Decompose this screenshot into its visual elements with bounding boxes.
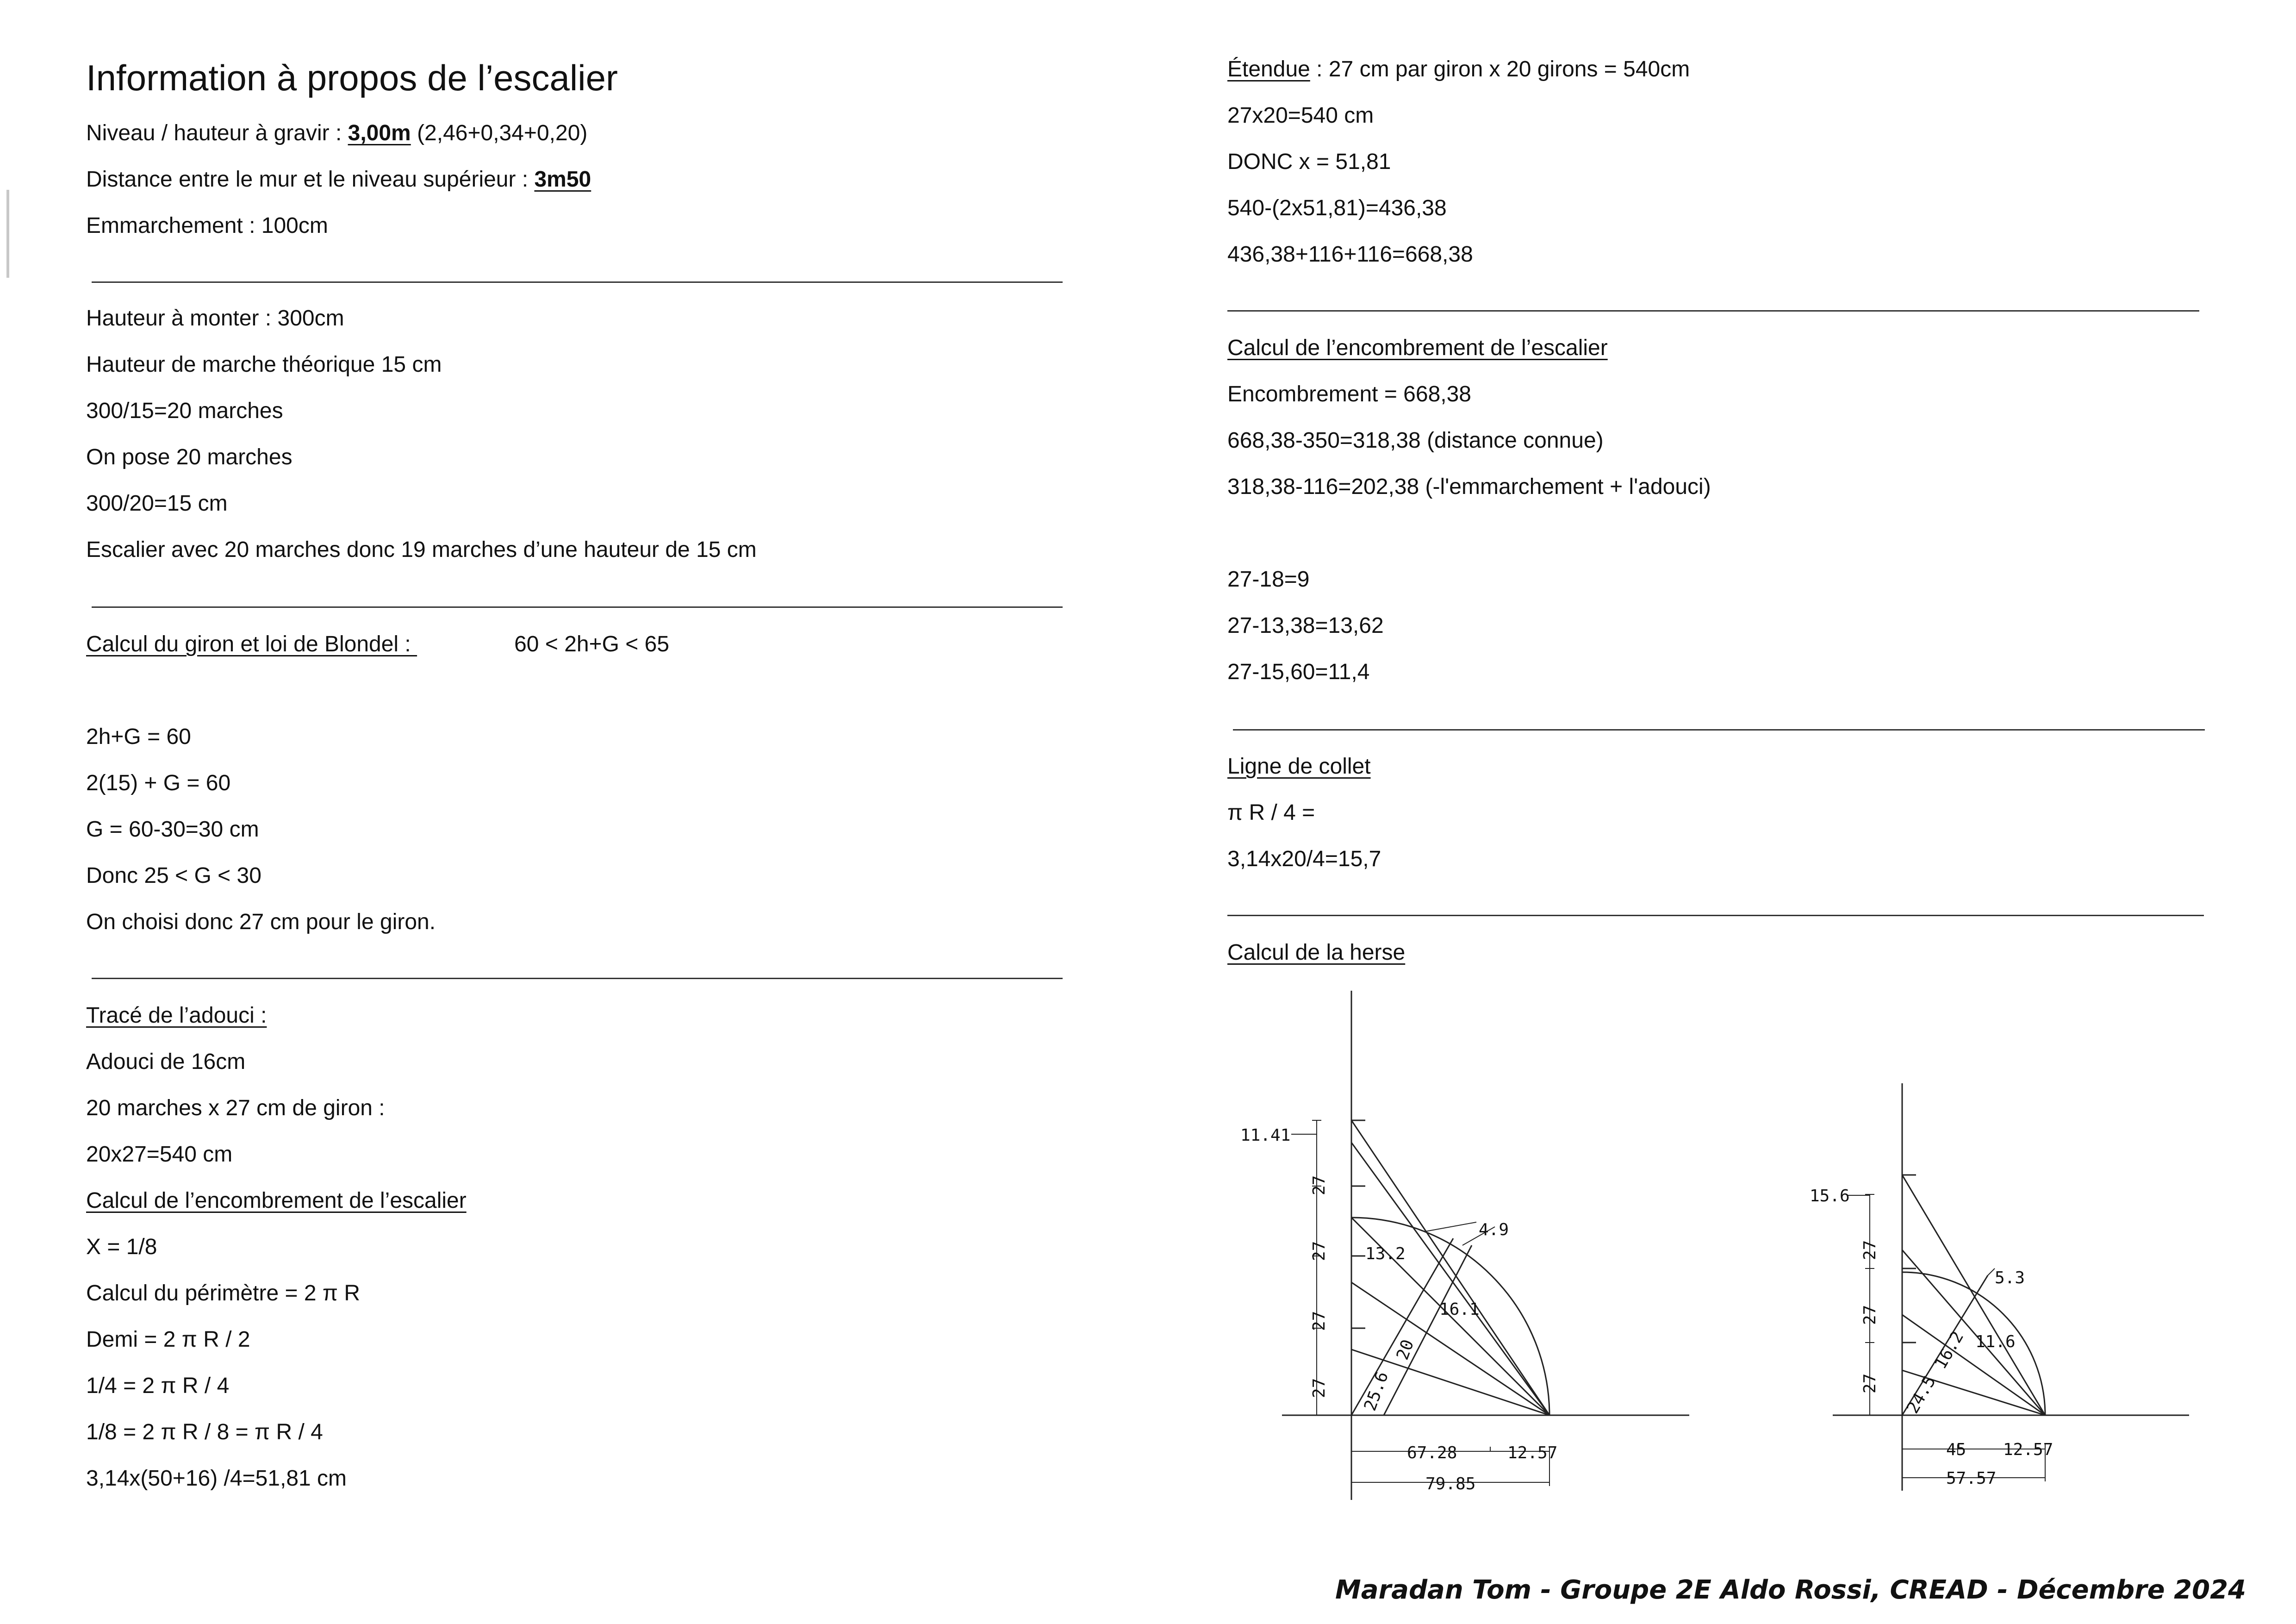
text-line: 1/8 = 2 π R / 8 = π R / 4 bbox=[86, 1420, 323, 1444]
footer-credit: Maradan Tom - Groupe 2E Aldo Rossi, CREAD - Décembre 2024 bbox=[1335, 1575, 2246, 1605]
page-title: Information à propos de l’escalier bbox=[86, 57, 618, 98]
ray bbox=[1351, 1120, 1549, 1415]
giron-heading: Calcul du giron et loi de Blondel : bbox=[86, 632, 417, 656]
text-line: 318,38-116=202,38 (-l'emmarchement + l'adouci) bbox=[1227, 475, 1711, 499]
separator bbox=[92, 978, 1063, 979]
separator bbox=[92, 281, 1063, 283]
level-detail: (2,46+0,34+0,20) bbox=[411, 121, 588, 145]
step-label: 27 bbox=[1310, 1175, 1329, 1195]
step-label: 27 bbox=[1310, 1241, 1329, 1261]
text-line: 300/15=20 marches bbox=[86, 399, 283, 423]
text-line: 27-13,38=13,62 bbox=[1227, 613, 1384, 638]
text-line: π R / 4 = bbox=[1227, 800, 1315, 825]
dim-label: 67.28 bbox=[1407, 1443, 1457, 1462]
text-line: Escalier avec 20 marches donc 19 marches d’une hauteur de 15 cm bbox=[86, 537, 757, 562]
text-line: 2h+G = 60 bbox=[86, 725, 191, 749]
level-line bbox=[86, 119, 587, 147]
text-line: On choisi donc 27 cm pour le giron. bbox=[86, 910, 436, 934]
emmarchement-line: Emmarchement : 100cm bbox=[86, 213, 328, 238]
separator bbox=[1227, 310, 2199, 312]
text-line: Donc 25 < G < 30 bbox=[86, 863, 261, 888]
dim-label: 25.6 bbox=[1360, 1369, 1393, 1414]
text-line: G = 60-30=30 cm bbox=[86, 817, 259, 842]
text-line: 27x20=540 cm bbox=[1227, 103, 1374, 128]
text-line: X = 1/8 bbox=[86, 1235, 157, 1259]
text-line: On pose 20 marches bbox=[86, 445, 292, 469]
text-line: Adouci de 16cm bbox=[86, 1049, 246, 1074]
dim-label: 11.6 bbox=[1975, 1332, 2016, 1351]
etendue-label: Étendue bbox=[1227, 57, 1310, 81]
dim-label: 20 bbox=[1393, 1337, 1418, 1363]
text-line: 3,14x20/4=15,7 bbox=[1227, 847, 1381, 871]
herse-drawing-1 bbox=[1222, 981, 1703, 1509]
dim-label: 24.5 bbox=[1903, 1372, 1940, 1417]
step-label: 27 bbox=[1860, 1373, 1879, 1393]
separator bbox=[1233, 729, 2205, 731]
dim-label: 16.2 bbox=[1931, 1328, 1968, 1373]
dim-label: 13.2 bbox=[1365, 1244, 1406, 1263]
blondel-rule: 60 < 2h+G < 65 bbox=[514, 632, 670, 656]
text-line: 20x27=540 cm bbox=[86, 1142, 233, 1167]
distance-line bbox=[86, 166, 591, 194]
dim-label: 57.57 bbox=[1946, 1469, 1997, 1488]
text-line: 20 marches x 27 cm de giron : bbox=[86, 1096, 385, 1120]
etendue-line bbox=[1227, 56, 1690, 83]
separator bbox=[92, 606, 1063, 608]
top-label: 15.6 bbox=[1810, 1187, 1850, 1206]
encombrement-heading: Calcul de l’encombrement de l’escalier bbox=[86, 1188, 467, 1213]
text-line: 300/20=15 cm bbox=[86, 491, 228, 516]
dim-label: 79.85 bbox=[1425, 1474, 1476, 1493]
text-line: 3,14x(50+16) /4=51,81 cm bbox=[86, 1466, 347, 1491]
text-line: Encombrement = 668,38 bbox=[1227, 382, 1471, 406]
collet-line bbox=[1384, 1245, 1472, 1415]
distance-value: 3m50 bbox=[534, 167, 591, 192]
dim-label: 12.57 bbox=[2003, 1440, 2053, 1459]
adouci-heading: Tracé de l’adouci : bbox=[86, 1003, 267, 1028]
herse-heading: Calcul de la herse bbox=[1227, 940, 1406, 965]
distance-label: Distance entre le mur et le niveau supérieur : bbox=[86, 167, 535, 192]
text-line: 1/4 = 2 π R / 4 bbox=[86, 1374, 230, 1398]
step-label: 27 bbox=[1860, 1240, 1879, 1260]
giron-line bbox=[86, 631, 669, 658]
text-line: 2(15) + G = 60 bbox=[86, 771, 231, 795]
step-label: 27 bbox=[1860, 1305, 1879, 1325]
level-value: 3,00m bbox=[348, 121, 411, 145]
dim-label: 45 bbox=[1946, 1440, 1966, 1459]
dim-label: 4.9 bbox=[1479, 1220, 1509, 1239]
etendue-rest: : 27 cm par giron x 20 girons = 540cm bbox=[1310, 57, 1690, 81]
text-line: Calcul du périmètre = 2 π R bbox=[86, 1281, 361, 1305]
step-label: 27 bbox=[1310, 1378, 1329, 1398]
text-line: Hauteur à monter : 300cm bbox=[86, 306, 344, 331]
text-line: 436,38+116+116=668,38 bbox=[1227, 242, 1473, 267]
text-line: 668,38-350=318,38 (distance connue) bbox=[1227, 428, 1604, 453]
text-line: 27-15,60=11,4 bbox=[1227, 660, 1370, 684]
text-line: Demi = 2 π R / 2 bbox=[86, 1327, 250, 1352]
encombrement-heading: Calcul de l’encombrement de l’escalier bbox=[1227, 336, 1608, 360]
dim-label: 12.57 bbox=[1507, 1443, 1558, 1462]
dim-label: 5.3 bbox=[1995, 1268, 2025, 1287]
separator bbox=[1227, 915, 2204, 916]
dim-label: 16.1 bbox=[1439, 1300, 1480, 1319]
text-line: DONC x = 51,81 bbox=[1227, 150, 1391, 174]
text-line: 540-(2x51,81)=436,38 bbox=[1227, 196, 1447, 220]
text-line: 27-18=9 bbox=[1227, 567, 1310, 592]
collet-line bbox=[1351, 1238, 1453, 1415]
collet-heading: Ligne de collet bbox=[1227, 754, 1371, 779]
text-line: Hauteur de marche théorique 15 cm bbox=[86, 352, 442, 377]
edge-mark bbox=[0, 190, 9, 278]
top-label: 11.41 bbox=[1240, 1126, 1291, 1145]
level-label: Niveau / hauteur à gravir : bbox=[86, 121, 348, 145]
herse-drawing-2 bbox=[1805, 1074, 2203, 1500]
step-label: 27 bbox=[1310, 1311, 1329, 1331]
